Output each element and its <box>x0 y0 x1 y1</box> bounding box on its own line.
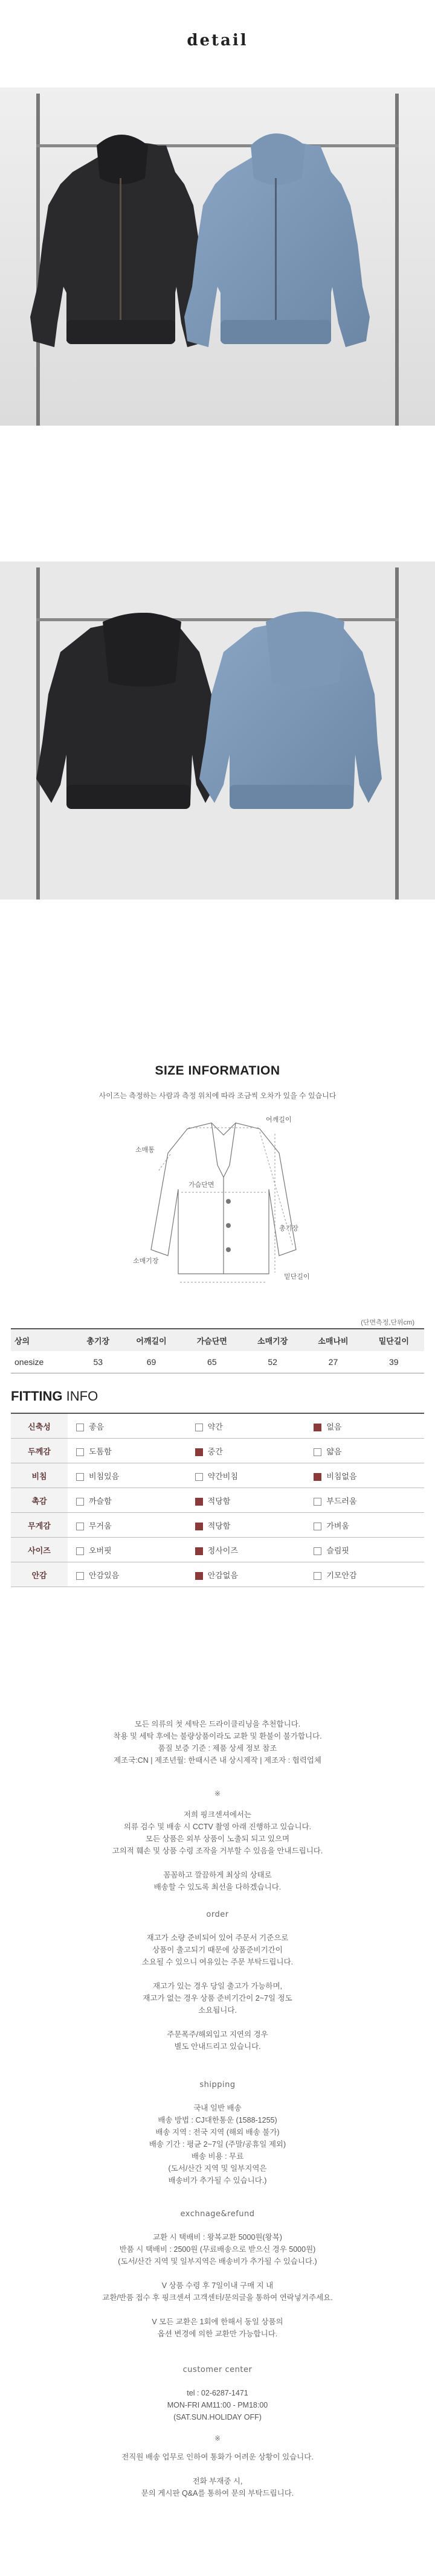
fitting-option-label: 약간 <box>207 1422 223 1431</box>
closing-notice <box>0 2451 435 2499</box>
table-row <box>11 1351 424 1373</box>
size-col-header: 어깨길이 <box>121 1329 181 1351</box>
notice-line: 배송할 수 있도록 최선을 다하겠습니다. <box>153 1883 282 1891</box>
size-cell: 39 <box>364 1351 424 1373</box>
table-row <box>11 1463 424 1488</box>
size-cell: 65 <box>182 1351 242 1373</box>
notice-line: 교환 시 택배비 : 왕복교환 5000원(왕복) <box>153 2233 282 2242</box>
unchecked-box-icon <box>76 1424 84 1431</box>
label-hem: 밑단길이 <box>284 1273 310 1280</box>
fitting-option <box>187 1538 306 1562</box>
fitting-option-label: 무거움 <box>89 1521 112 1530</box>
fitting-option <box>187 1439 306 1463</box>
fitting-option-label: 까슬함 <box>89 1496 112 1506</box>
fitting-label: 촉감 <box>11 1488 68 1513</box>
label-shoulder: 어깨길이 <box>266 1116 292 1123</box>
unchecked-box-icon <box>195 1473 203 1481</box>
notice-line: 배송 방법 : CJ대한통운 (1588-1255) <box>158 2116 277 2124</box>
size-table <box>11 1328 424 1373</box>
fitting-option <box>68 1562 187 1587</box>
checked-box-icon <box>195 1498 203 1506</box>
size-info-title: SIZE INFORMATION <box>155 1064 280 1078</box>
notice-line <box>0 2463 435 2475</box>
fitting-option-label: 도톰함 <box>89 1446 112 1456</box>
label-sleeve-hole: 소매통 <box>135 1146 155 1154</box>
notice-line: 재고가 있는 경우 당일 출고가 가능하며, <box>152 1982 283 1990</box>
fitting-option-label: 슬림핏 <box>326 1545 349 1555</box>
notice-line <box>0 2016 435 2028</box>
table-row <box>11 1562 424 1587</box>
fitting-option-label: 적당함 <box>207 1496 231 1506</box>
notice-line: 교환/반품 접수 후 핑크센셔 고객센터/문의글을 통하여 연락넣겨주세요. <box>102 2293 333 2302</box>
fitting-option <box>187 1562 306 1587</box>
checked-box-icon <box>314 1424 321 1431</box>
fitting-option-label: 안감없음 <box>207 1570 238 1580</box>
fitting-table <box>11 1413 424 1587</box>
size-col-header: 밑단길이 <box>364 1329 424 1351</box>
notice-line <box>0 1857 435 1869</box>
unchecked-box-icon <box>76 1572 84 1580</box>
notice-line: 배송 지역 : 전국 지역 (해외 배송 불가) <box>155 2128 280 2137</box>
fitting-option-label: 가벼움 <box>326 1521 349 1530</box>
fitting-option <box>68 1488 187 1513</box>
unchecked-box-icon <box>195 1424 203 1431</box>
notice-line: 의류 검수 및 배송 시 CCTV 촬영 아래 진행하고 있습니다. <box>123 1823 312 1831</box>
notice-line: 상품이 출고되기 때문에 상품준비기간이 <box>152 1946 283 1954</box>
notice-line: V 상품 수령 후 7일이내 구매 지 내 <box>161 2281 274 2290</box>
notice-line: 문의 게시판 Q&A를 통하여 문의 부탁드립니다. <box>141 2489 294 2498</box>
exchange-notice <box>0 2231 435 2340</box>
fitting-info-title <box>11 1389 98 1404</box>
notice-mark: ※ <box>214 1789 221 1798</box>
table-row <box>11 1488 424 1513</box>
size-cell: 69 <box>121 1351 181 1373</box>
notice-line: 국내 일반 배송 <box>193 2104 242 2112</box>
notice-line: 재고가 없는 경우 상품 준비기간이 2~7일 정도 <box>143 1994 292 2002</box>
customer-center-info <box>0 2387 435 2423</box>
fitting-option-label: 오버핏 <box>89 1545 112 1555</box>
unchecked-box-icon <box>76 1448 84 1456</box>
detail-title: detail <box>187 31 248 50</box>
checked-box-icon <box>314 1473 321 1481</box>
fitting-option-label: 얇음 <box>326 1446 342 1456</box>
size-col-header: 소매기장 <box>242 1329 303 1351</box>
fitting-option <box>187 1463 306 1488</box>
customer-center-heading: customer center <box>182 2365 253 2374</box>
label-total-length: 총기장 <box>279 1224 298 1232</box>
notice-line: 저희 핑크센셔에서는 <box>183 1811 252 1819</box>
notice-mark: ※ <box>214 2434 221 2443</box>
unchecked-box-icon <box>76 1523 84 1530</box>
size-table-header <box>11 1329 424 1351</box>
notice-line: 전화 부재중 시, <box>192 2477 243 2485</box>
fitting-option <box>305 1463 424 1488</box>
fitting-option <box>187 1413 306 1439</box>
unchecked-box-icon <box>76 1473 84 1481</box>
notice-line: 주문폭주/해외입고 지연의 경우 <box>167 2030 268 2039</box>
unit-note: (단면측정,단위cm) <box>361 1319 414 1326</box>
fitting-option <box>305 1488 424 1513</box>
notice-line: 품질 보증 기준 : 제품 상세 정보 참조 <box>158 1744 277 1753</box>
notice-line <box>0 2304 435 2316</box>
table-row <box>11 1538 424 1562</box>
notice-line: 배송 비용 : 무료 <box>191 2152 244 2161</box>
fitting-option-label: 비침없음 <box>326 1471 357 1481</box>
fitting-option-label: 없음 <box>326 1422 342 1431</box>
fitting-option <box>68 1538 187 1562</box>
order-notice <box>0 1932 435 2053</box>
fitting-option-label: 기모안감 <box>326 1570 357 1580</box>
notice-line: 별도 안내드리고 있습니다. <box>174 2042 261 2051</box>
notice-line: 제조국:CN | 제조년월: 한때시즌 내 상시제작 | 제조자 : 협력업체 <box>114 1756 321 1765</box>
fitting-option <box>305 1538 424 1562</box>
fitting-option <box>68 1439 187 1463</box>
fitting-option <box>68 1513 187 1538</box>
cs-hours: MON-FRI AM11:00 - PM18:00 <box>167 2401 268 2409</box>
fitting-label: 무게감 <box>11 1513 68 1538</box>
fitting-option-label: 좋음 <box>89 1422 105 1431</box>
fitting-option-label: 비침있음 <box>89 1471 120 1481</box>
fitting-title-light: INFO <box>62 1389 98 1404</box>
fitting-option <box>68 1413 187 1439</box>
fitting-option <box>305 1562 424 1587</box>
checked-box-icon <box>195 1523 203 1530</box>
size-cell: 27 <box>303 1351 363 1373</box>
fitting-option-label: 약간비침 <box>207 1471 238 1481</box>
packing-notice <box>0 1809 435 1893</box>
unchecked-box-icon <box>314 1547 321 1555</box>
label-sleeve-length: 소매기장 <box>133 1257 159 1265</box>
notice-line: 고의적 훼손 및 상품 수령 조작을 거부할 수 있음을 안내드립니다. <box>112 1847 323 1855</box>
fitting-option-label: 정사이즈 <box>207 1545 238 1555</box>
fitting-label: 신축성 <box>11 1413 68 1439</box>
order-heading: order <box>206 1910 229 1919</box>
checked-box-icon <box>195 1448 203 1456</box>
unchecked-box-icon <box>314 1523 321 1530</box>
table-row <box>11 1439 424 1463</box>
notice-line: 꼼꼼하고 깔끔하게 최상의 상태로 <box>163 1871 272 1879</box>
fitting-option <box>68 1463 187 1488</box>
fitting-option <box>305 1439 424 1463</box>
unchecked-box-icon <box>314 1448 321 1456</box>
fitting-title-bold: FITTING <box>11 1389 63 1404</box>
notice-line <box>0 2268 435 2280</box>
notice-line: 반품 시 택배비 : 2500원 (무료배송으로 받으신 경우 5000원) <box>119 2245 316 2254</box>
fitting-label: 사이즈 <box>11 1538 68 1562</box>
size-cell: onesize <box>11 1351 75 1373</box>
fitting-option <box>187 1513 306 1538</box>
size-cell: 52 <box>242 1351 303 1373</box>
notice-line: 소요될 수 있으니 여유있는 주문 부탁드립니다. <box>141 1958 294 1966</box>
fitting-option <box>305 1413 424 1439</box>
fitting-option-label: 중간 <box>207 1446 223 1456</box>
care-notice <box>0 1718 435 1766</box>
exchange-heading: exchnage&refund <box>180 2210 255 2219</box>
notice-line <box>0 1968 435 1980</box>
fitting-option-label: 안감있음 <box>89 1570 120 1580</box>
notice-line: 모든 상품은 외부 상품이 노출되 되고 있으며 <box>145 1835 290 1843</box>
notice-line: 옵션 변경에 의한 교환만 가능합니다. <box>157 2330 278 2338</box>
notice-line: (도서/산간 지역 및 일부지역은 <box>168 2164 267 2173</box>
shipping-notice <box>0 2102 435 2187</box>
notice-line: (도서/산간 지역 및 일부지역은 배송비가 추가될 수 있습니다.) <box>118 2257 317 2266</box>
cs-off-days: (SAT.SUN.HOLIDAY OFF) <box>173 2413 262 2421</box>
size-col-header: 상의 <box>11 1329 75 1351</box>
table-row <box>11 1413 424 1439</box>
size-diagram <box>121 1111 326 1298</box>
shipping-heading: shipping <box>199 2080 236 2089</box>
size-info-subtitle: 사이즈는 측정하는 사람과 측정 위치에 따라 조금씩 오차가 있을 수 있습니다 <box>98 1091 337 1100</box>
fitting-label: 안감 <box>11 1562 68 1587</box>
notice-line: V 모든 교환은 1회에 한해서 동일 상품의 <box>152 2318 283 2326</box>
unchecked-box-icon <box>314 1498 321 1506</box>
fitting-option-label: 적당함 <box>207 1521 231 1530</box>
notice-line: 전직원 배송 업무로 인하여 통화가 어려운 상황이 있습니다. <box>121 2453 314 2461</box>
size-col-header: 가슴단면 <box>182 1329 242 1351</box>
checked-box-icon <box>195 1547 203 1555</box>
size-col-header: 총기장 <box>75 1329 121 1351</box>
fitting-label: 두께감 <box>11 1439 68 1463</box>
cs-phone: tel : 02-6287-1471 <box>187 2389 248 2397</box>
label-chest: 가슴단면 <box>188 1181 214 1189</box>
notice-line: 소요됩니다. <box>198 2006 237 2015</box>
fitting-option <box>187 1488 306 1513</box>
notice-line: 배송비가 추가될 수 있습니다.) <box>168 2176 267 2185</box>
notice-line: 배송 기간 : 평균 2~7일 (주말/공휴일 제외) <box>149 2140 286 2149</box>
fitting-option-label: 부드러움 <box>326 1496 357 1506</box>
notice-line: 모든 의류의 첫 세탁은 드라이클리닝을 추천합니다. <box>134 1720 301 1728</box>
checked-box-icon <box>195 1572 203 1580</box>
unchecked-box-icon <box>76 1498 84 1506</box>
fitting-option <box>305 1513 424 1538</box>
product-photo-back <box>0 561 435 900</box>
notice-line: 착용 및 세탁 후에는 불량상품이라도 교환 및 환불이 불가합니다. <box>113 1732 322 1740</box>
unchecked-box-icon <box>314 1572 321 1580</box>
fitting-label: 비침 <box>11 1463 68 1488</box>
product-photo-front <box>0 88 435 426</box>
size-col-header: 소매나비 <box>303 1329 363 1351</box>
size-cell: 53 <box>75 1351 121 1373</box>
unchecked-box-icon <box>76 1547 84 1555</box>
table-row <box>11 1513 424 1538</box>
notice-line: 재고가 소량 준비되어 있어 주문서 기준으로 <box>146 1934 289 1942</box>
